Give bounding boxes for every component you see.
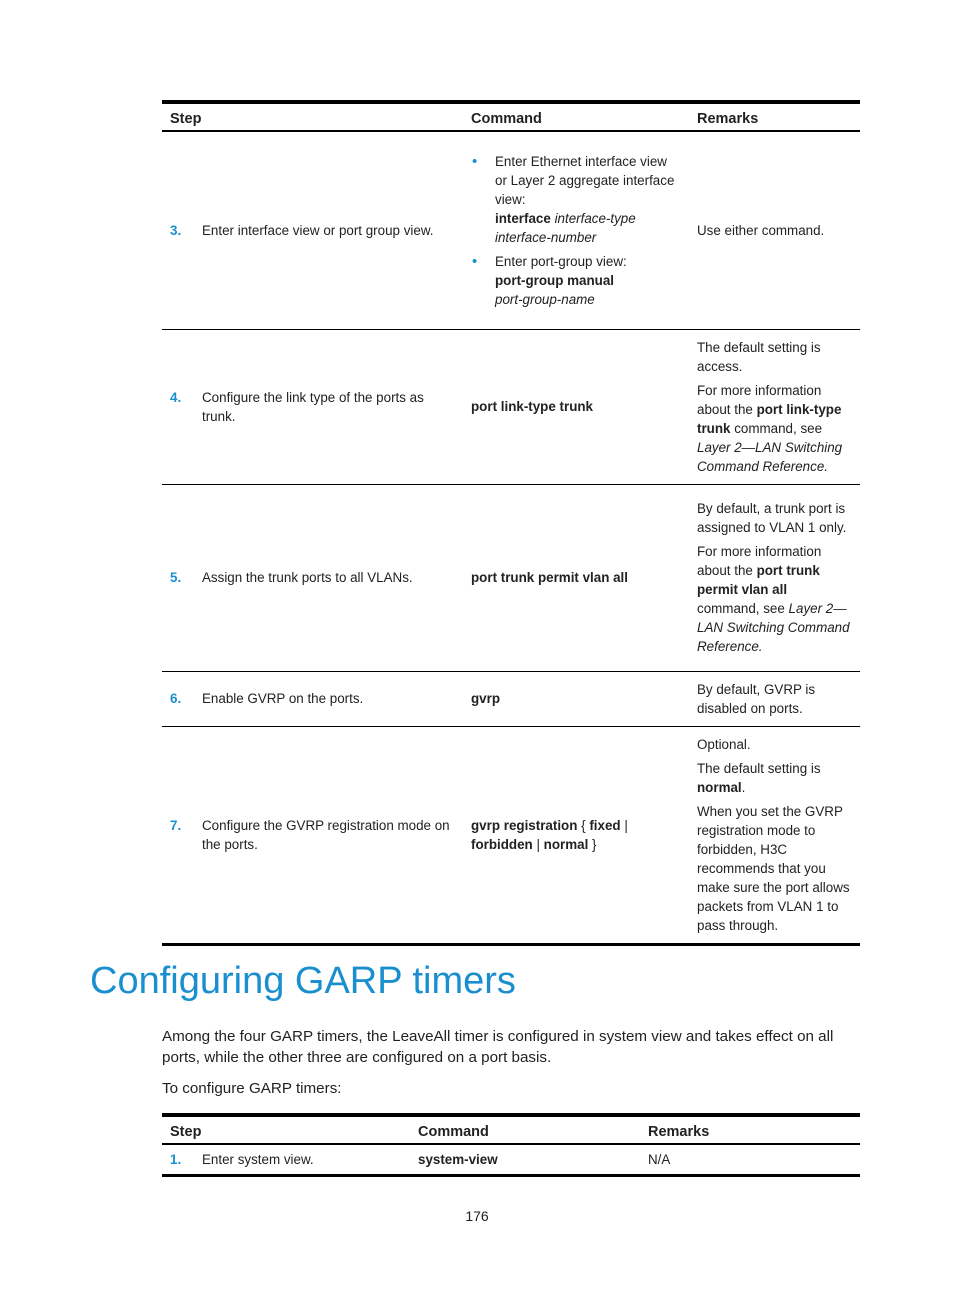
step-number: 1. (170, 1152, 182, 1167)
remarks-cell: By default, GVRP is disabled on ports. (689, 671, 860, 726)
section-heading: Configuring GARP timers (90, 960, 516, 1002)
table-row (162, 131, 860, 329)
command-text: port link-type trunk (471, 399, 594, 414)
command-argument: interface-type interface-number (495, 210, 636, 245)
step-description: Enable GVRP on the ports. (202, 691, 364, 706)
step-description: Enter interface view or port group view. (202, 222, 434, 238)
bullet-icon: • (472, 152, 478, 170)
step-description: Configure the GVRP registration mode on the ports. (202, 817, 450, 852)
list-item: • Enter port-group view: port-group manual port-group-name (472, 252, 627, 307)
header-step: Step (162, 1115, 410, 1144)
step-number: 6. (170, 691, 182, 706)
remarks-cell: N/A (640, 1144, 860, 1176)
table-row (162, 671, 860, 726)
table-row (162, 329, 860, 484)
step-description: Assign the trunk ports to all VLANs. (202, 570, 413, 585)
remarks-cell: Use either command. (689, 131, 860, 329)
bullet-icon: • (472, 252, 478, 270)
intro-paragraph: Among the four GARP timers, the LeaveAll timer is configured in system view and takes effect on all ports, while the other three are configured on a port basis. (162, 1028, 834, 1066)
steps-table-2 (162, 1113, 860, 1177)
step-description: Enter system view. (202, 1152, 314, 1167)
command-argument: port-group-name (495, 291, 595, 307)
lead-paragraph: To configure GARP timers: (162, 1080, 342, 1097)
table-row (162, 1144, 860, 1176)
step-number: 4. (170, 389, 182, 405)
remark-text: Optional. (697, 736, 751, 752)
page-number: 176 (465, 1208, 489, 1224)
remark-text: The default setting is access. (697, 339, 821, 374)
table-row (162, 726, 860, 944)
table-row (162, 484, 860, 671)
remark-text: By default, a trunk port is assigned to VLAN 1 only. (697, 501, 847, 535)
list-item: • Enter Ethernet interface view or Layer 2 aggregate interface view: interface interface-type interface-number (472, 152, 675, 245)
steps-table-1 (162, 100, 860, 946)
command-keyword: port-group manual (495, 272, 615, 288)
step-number: 7. (170, 817, 182, 833)
remark-text: The default setting is normal. (697, 760, 821, 795)
remark-text: When you set the GVRP registration mode to forbidden, H3C recommends that you make sure the port allows packets from VLAN 1 to pass through. (697, 803, 850, 933)
remark-text: For more information about the port link-type trunk command, see Layer 2—LAN Switching Command Reference. (697, 382, 843, 474)
command-keyword: interface (495, 210, 551, 226)
header-step: Step (162, 102, 463, 131)
step-number: 5. (170, 570, 182, 585)
header-command: Command (410, 1115, 640, 1144)
header-command: Command (463, 102, 689, 131)
remark-text: For more information about the port trunk permit vlan all command, see Layer 2—LAN Switching Command Reference. (697, 544, 850, 654)
command-text: port trunk permit vlan all (471, 570, 628, 585)
command-text: system-view (418, 1152, 498, 1167)
header-remarks: Remarks (640, 1115, 860, 1144)
step-description: Configure the link type of the ports as trunk. (202, 389, 424, 424)
step-number: 3. (170, 222, 182, 238)
command-text: gvrp (471, 691, 501, 706)
command-text: gvrp registration { fixed | forbidden | normal } (463, 726, 689, 944)
header-remarks: Remarks (689, 102, 860, 131)
